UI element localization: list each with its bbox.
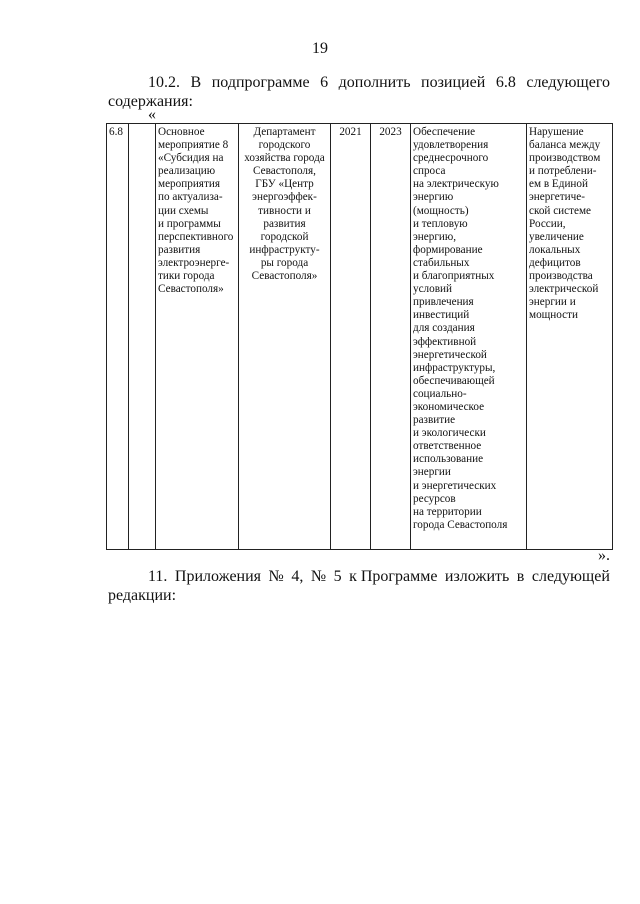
- paragraph-11-line1: 11. Приложения № 4, № 5 к Программе изложить в следующей: [148, 568, 610, 585]
- cell-year-start: 2021: [331, 124, 371, 550]
- cell-year-end: 2023: [371, 124, 411, 550]
- cell-position-number: 6.8: [107, 124, 129, 550]
- cell-event-name: Основное мероприятие 8 «Субсидия на реализацию мероприятия по актуализа- ции схемы и программы перспективного развития электроэнерге- тики города Севастополя»: [156, 124, 239, 550]
- paragraph-10-2-line2: содержания:: [108, 93, 193, 110]
- paragraph-10-2-line1: 10.2. В подпрограмме 6 дополнить позицией 6.8 следующего: [148, 74, 610, 91]
- cell-expected-result: Обеспечение удовлетворения среднесрочного спроса на электрическую энергию (мощность) и тепловую энергию, формирование стабильных и благоприятных условий привлечения инвестиций для создания эффективной энергетической инфраструктуры, обеспечивающей социально- экономическое развитие и экологически ответственное использование энергии и энергетических ресурсов на территории города Севастополя: [411, 124, 527, 550]
- subprogram-table: [106, 123, 613, 550]
- cell-consequences: Нарушение баланса между производством и потреблени- ем в Единой энергетиче- ской системе России, увеличение локальных дефицитов производства электрической энергии и мощности: [527, 124, 613, 550]
- quote-close: ».: [598, 547, 610, 564]
- quote-open: «: [148, 106, 156, 123]
- table-row: [107, 124, 613, 550]
- paragraph-11-line2: редакции:: [108, 587, 177, 604]
- cell-executor: Департамент городского хозяйства города Севастополя, ГБУ «Центр энергоэффек- тивности и развития городской инфраструкту- ры города Севастополя»: [239, 124, 331, 550]
- paragraph-11: [108, 567, 610, 605]
- page-number: 19: [312, 40, 328, 57]
- paragraph-10-2: [108, 73, 610, 111]
- cell-empty: [129, 124, 156, 550]
